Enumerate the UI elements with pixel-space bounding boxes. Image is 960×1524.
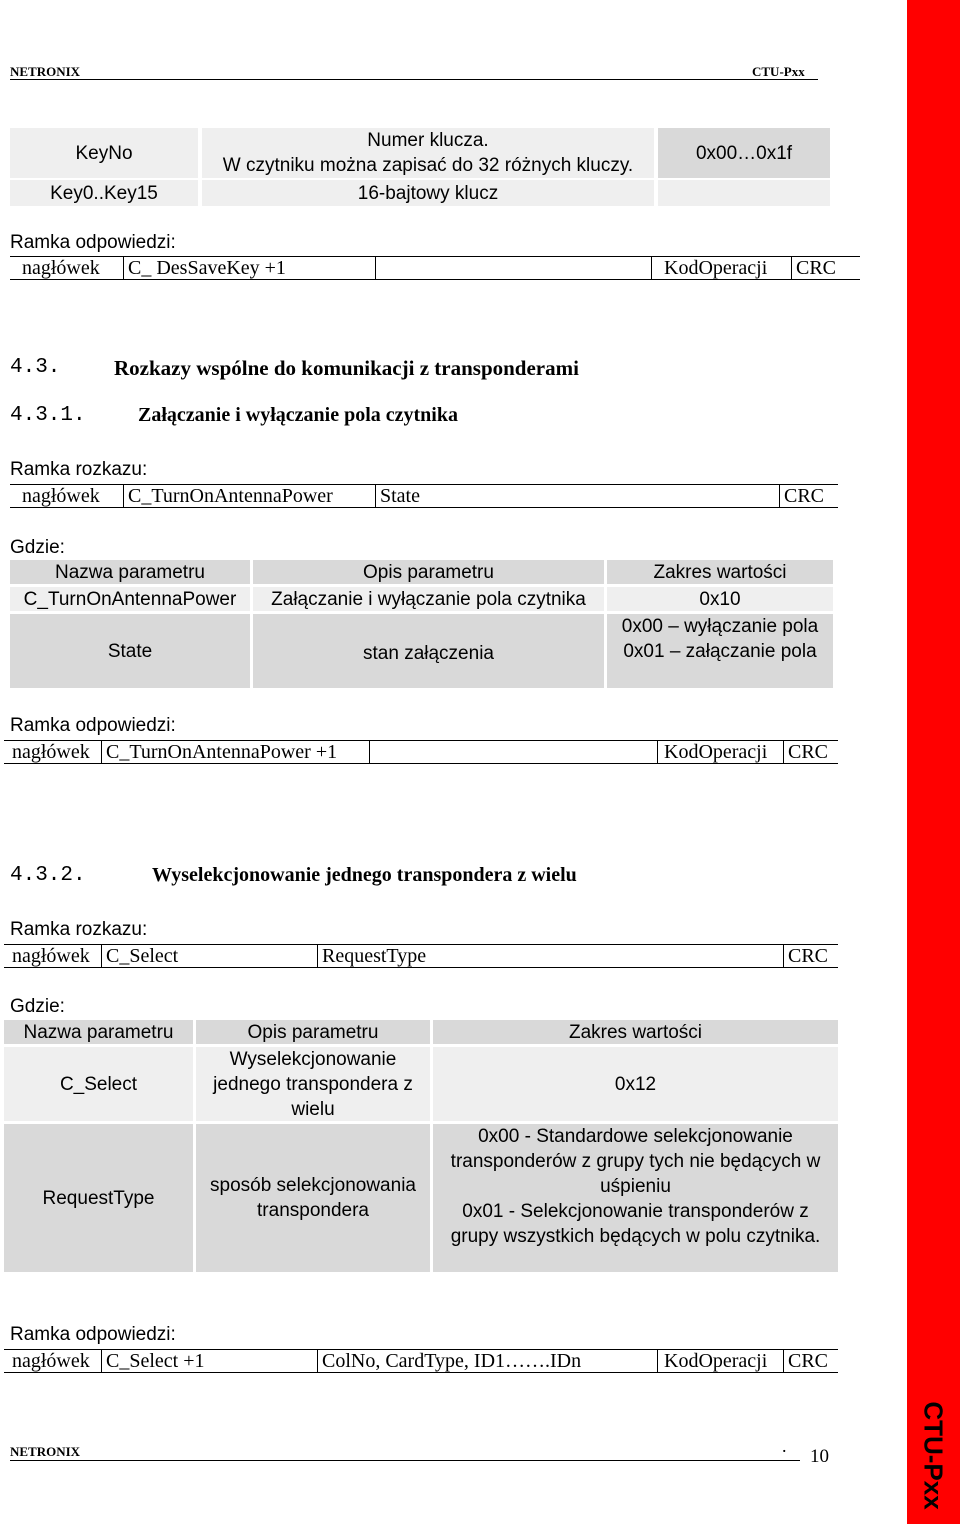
param-row1-name — [10, 587, 250, 611]
param-header-desc — [253, 560, 604, 584]
param2-row2-name-text: RequestType — [42, 1187, 155, 1209]
param2-header-desc-text: Opis parametru — [247, 1021, 379, 1043]
frame-cell-header: nagłówek — [8, 945, 102, 967]
param2-row2-desc — [196, 1124, 430, 1272]
frame-cell-crc: CRC — [788, 1349, 829, 1372]
param-row2-desc — [253, 614, 604, 688]
frame-cell-crc: CRC — [788, 740, 829, 763]
section-4-3-1-number: 4.3.1. — [10, 404, 86, 427]
key-table-name-cell-2 — [10, 180, 198, 206]
frame-cell-crc: CRC — [784, 484, 825, 507]
response-frame-2 — [4, 740, 838, 764]
key-table-desc-1b: W czytniku można zapisać do 32 różnych kluczy. — [222, 155, 634, 176]
command-frame-label-2: Ramka rozkazu: — [10, 919, 148, 940]
footer-rule — [10, 1460, 800, 1461]
param-row1-range — [607, 587, 833, 611]
key-table-range-cell-2 — [658, 180, 830, 206]
header-right: CTU-Pxx — [752, 64, 805, 79]
section-4-3-heading — [10, 356, 810, 384]
param2-row2-name — [4, 1124, 193, 1272]
param-header-name — [10, 560, 250, 584]
frame-cell-header: nagłówek — [8, 741, 102, 763]
param2-row1-range-text: 0x12 — [614, 1073, 657, 1095]
response-frame-3 — [4, 1349, 838, 1373]
command-frame-1 — [10, 484, 838, 508]
brand-sidebar-text: CTU-Pxx — [919, 1400, 950, 1510]
param-header-name-text: Nazwa parametru — [55, 561, 205, 583]
param2-row1-desc — [196, 1047, 430, 1121]
header-rule — [10, 79, 818, 80]
param2-row1-desc-line2: jednego transpondera z — [213, 1073, 413, 1095]
section-4-3-1-title: Załączanie i wyłączanie pola czytnika — [138, 404, 458, 426]
param2-header-range-text: Zakres wartości — [568, 1021, 703, 1043]
param2-row1-name — [4, 1047, 193, 1121]
param-row1-desc-text: Załączanie i wyłączanie pola czytnika — [271, 588, 586, 610]
param2-row2-range-line1: 0x00 - Standardowe selekcjonowanie — [478, 1126, 793, 1147]
key-table-desc-cell-2 — [202, 180, 654, 206]
key-table-desc-cell-1 — [202, 128, 654, 178]
section-4-3-1-heading — [10, 404, 810, 432]
param2-row2-range-line2: transponderów z grupy tych nie będących w — [450, 1151, 821, 1172]
frame-cell-header: nagłówek — [18, 257, 124, 279]
section-4-3-title: Rozkazy wspólne do komunikacji z transponderami — [114, 356, 579, 380]
brand-sidebar — [907, 0, 960, 1524]
param-row2-name — [10, 614, 250, 688]
response-frame-label-1: Ramka odpowiedzi: — [10, 232, 176, 253]
frame-cell-crc: CRC — [788, 944, 829, 967]
frame-cell-kodoperacji: KodOperacji — [658, 1350, 784, 1372]
param-row2-name-text: State — [107, 640, 153, 662]
command-frame-label-1: Ramka rozkazu: — [10, 459, 148, 480]
frame-cell-empty — [370, 741, 658, 763]
where-label-2: Gdzie: — [10, 996, 65, 1017]
param2-row1-desc-line3: wielu — [291, 1098, 335, 1120]
frame-cell-command: C_Select +1 — [102, 1350, 318, 1372]
param2-header-desc — [196, 1020, 430, 1044]
frame-cell-empty — [376, 257, 652, 279]
param-row2-range-line2: 0x01 – załączanie pola — [623, 641, 817, 662]
param2-row2-range-line3: uśpieniu — [600, 1176, 671, 1197]
frame-cell-header: nagłówek — [18, 485, 124, 507]
param2-row2-range — [433, 1124, 838, 1272]
param2-header-name-text: Nazwa parametru — [23, 1021, 174, 1043]
key-table-name-2: Key0..Key15 — [50, 182, 158, 204]
response-frame-1 — [10, 256, 860, 280]
param-header-range-text: Zakres wartości — [653, 561, 787, 583]
frame-cell-crc: CRC — [796, 256, 837, 279]
key-table-name-1: KeyNo — [75, 142, 133, 164]
param-row1-desc — [253, 587, 604, 611]
param2-row2-desc-line1: sposób selekcjonowania — [210, 1175, 416, 1196]
param-row2-range — [607, 614, 833, 688]
frame-cell-requesttype: RequestType — [318, 945, 784, 967]
frame-cell-command: C_TurnOnAntennaPower +1 — [102, 741, 370, 763]
param-row2-desc-text: stan załączenia — [363, 642, 494, 664]
key-table-name-cell-1 — [10, 128, 198, 178]
command-frame-2 — [4, 944, 838, 968]
param2-header-range — [433, 1020, 838, 1044]
param2-row1-range — [433, 1047, 838, 1121]
key-table-range-cell — [658, 128, 830, 178]
param2-row1-desc-line1: Wyselekcjonowanie — [229, 1048, 397, 1070]
frame-cell-command: C_Select — [102, 945, 318, 967]
param2-header-name — [4, 1020, 193, 1044]
frame-cell-kodoperacji: KodOperacji — [652, 257, 792, 279]
frame-cell-header: nagłówek — [8, 1350, 102, 1372]
key-table-desc-1a: Numer klucza. — [367, 130, 489, 151]
section-4-3-number: 4.3. — [10, 356, 61, 379]
response-frame-label-2: Ramka odpowiedzi: — [10, 715, 176, 736]
frame-cell-data: ColNo, CardType, ID1…….IDn — [318, 1350, 658, 1372]
frame-cell-state: State — [376, 485, 780, 507]
param-header-desc-text: Opis parametru — [363, 561, 494, 583]
param-row1-range-text: 0x10 — [699, 588, 741, 610]
response-frame-label-3: Ramka odpowiedzi: — [10, 1324, 176, 1345]
key-table-desc-2: 16-bajtowy klucz — [357, 182, 499, 204]
page-number: 10 — [810, 1446, 829, 1467]
param-row2-range-line1: 0x00 – wyłączanie pola — [621, 616, 819, 637]
footer-dot: . — [782, 1436, 787, 1456]
param2-row2-desc-line2: transpondera — [257, 1200, 369, 1221]
section-4-3-2-title: Wyselekcjonowanie jednego transpondera z wielu — [152, 864, 577, 886]
section-4-3-2-number: 4.3.2. — [10, 864, 86, 887]
footer-left: NETRONIX — [10, 1444, 81, 1459]
param2-row2-range-line5: grupy wszystkich będących w polu czytnika. — [450, 1226, 821, 1247]
frame-cell-kodoperacji: KodOperacji — [658, 741, 784, 763]
param-row1-name-text: C_TurnOnAntennaPower — [23, 588, 237, 610]
param-header-range — [607, 560, 833, 584]
header-left: NETRONIX — [10, 64, 81, 79]
brand-sidebar-label — [907, 1390, 960, 1520]
param2-row2-range-line4: 0x01 - Selekcjonowanie transponderów z — [462, 1201, 809, 1222]
frame-cell-command: C_TurnOnAntennaPower — [124, 485, 376, 507]
param2-row1-name-text: C_Select — [59, 1073, 138, 1095]
where-label-1: Gdzie: — [10, 537, 65, 558]
section-4-3-2-heading — [10, 864, 810, 892]
frame-cell-command: C_ DesSaveKey +1 — [124, 257, 376, 279]
key-table-range: 0x00…0x1f — [695, 142, 793, 164]
